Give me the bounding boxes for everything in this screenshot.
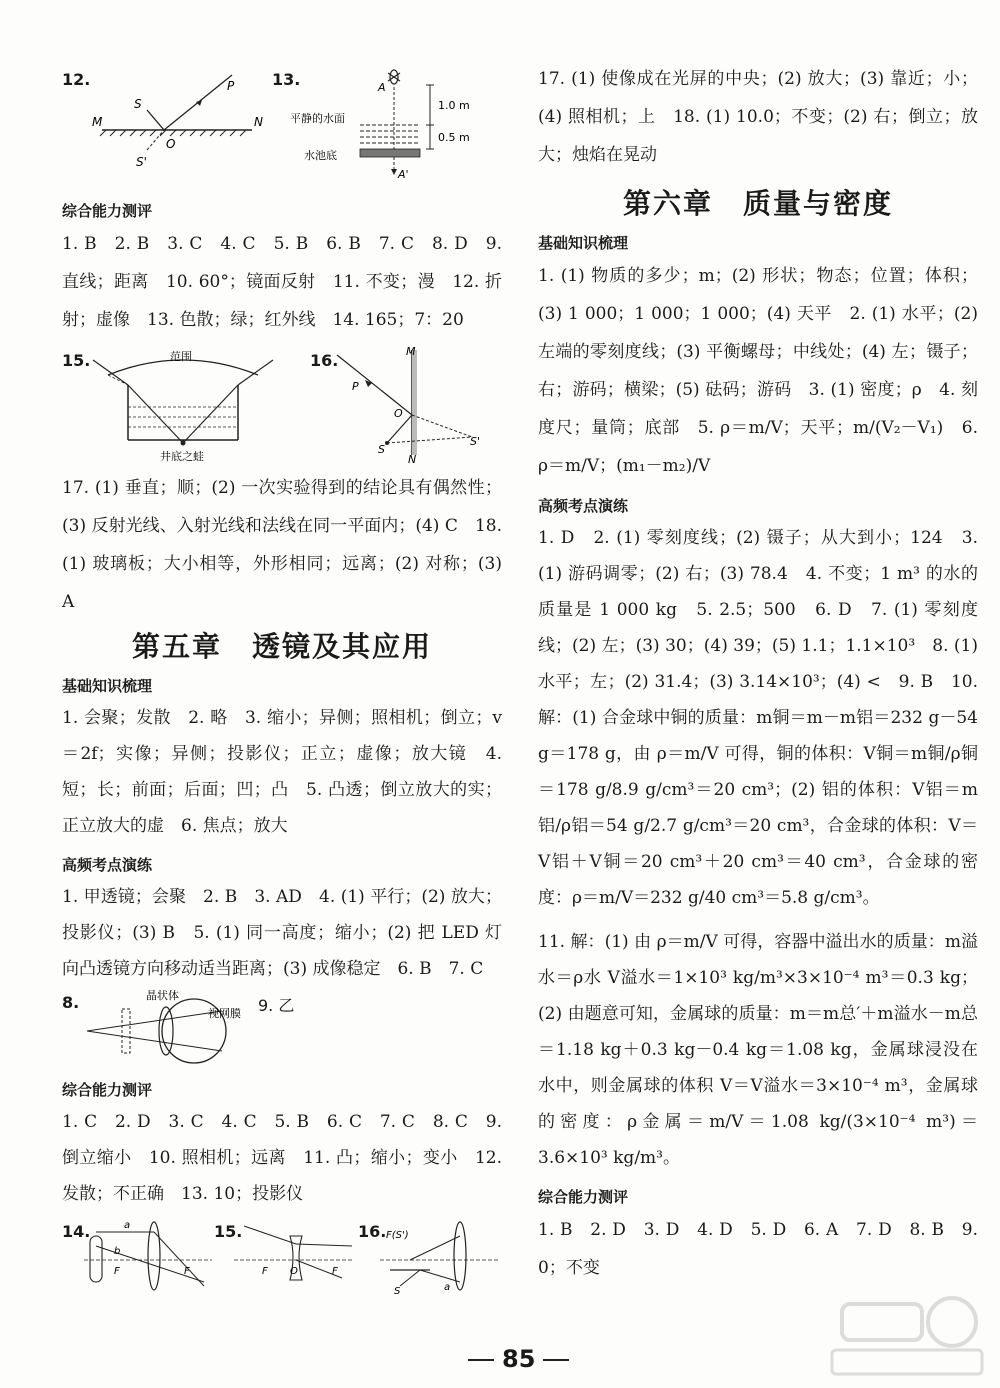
svg-text:F: F <box>262 1266 268 1277</box>
section-heading: 综合能力测评 <box>62 202 153 220</box>
answer-paragraph: 17. (1) 使像成在光屏的中央；(2) 放大；(3) 靠近；小；(4) 照相机；上 18. (1) 10.0；不变；(2) 右；倒立；放大；烛焰在晃动 <box>538 69 978 165</box>
figure-16-label: 16. <box>310 351 339 370</box>
fig8-retina-label: 视网膜 <box>208 1007 241 1020</box>
section-heading: 综合能力测评 <box>538 1188 629 1206</box>
svg-text:S: S <box>378 443 385 456</box>
svg-text:S': S' <box>136 155 147 169</box>
figure-row-8-9 <box>62 987 502 1069</box>
svg-text:S: S <box>394 1286 401 1296</box>
figure-16-lens-mirror-diagram <box>380 1216 502 1296</box>
answer-paragraph: 1. 甲透镜；会聚 2. B 3. AD 4. (1) 平行；(2) 放大；投影仪；(3) B 5. (1) 同一高度；缩小；(2) 把 LED 灯向凸透镜方向移动适当距离；(3) 成像稳定 6. B 7. C <box>62 887 502 979</box>
page-number-value: 85 <box>502 1345 536 1373</box>
figure-row-15-16 <box>62 345 502 465</box>
answer-paragraph: 1. (1) 物质的多少；m；(2) 形状；物态；位置；体积；(3) 1 000；1 000；1 000；(4) 天平 2. (1) 水平；(2) 左端的零刻度线；(3) 平衡螺母；中线处；(4) 左；镊子；右；游码；横梁；(5) 砝码；游码 3. (1) 密度；ρ 4. 刻度尺；量筒；底部 5. ρ＝m/V；天平；m/(V₂－V₁) 6. ρ＝m/V；(m₁－m₂)/V <box>538 266 978 476</box>
left-column <box>62 60 502 1296</box>
watermark-logo <box>822 1292 992 1380</box>
figure-16-mirror-diagram <box>332 345 482 465</box>
svg-text:P: P <box>352 380 359 393</box>
svg-text:S': S' <box>470 435 481 448</box>
answer-paragraph: 1. C 2. D 3. C 4. C 5. B 6. C 7. C 8. C 9. 倒立缩小 10. 照相机；远离 11. 凸；缩小；变小 12. 发散；不正确 13. 10；投影仪 <box>62 1112 502 1204</box>
svg-text:F: F <box>184 1266 190 1277</box>
page-number-dash-right <box>543 1359 569 1361</box>
section-heading: 综合能力测评 <box>62 1081 153 1099</box>
figure-13-water-reflection-diagram <box>290 65 505 185</box>
fig13-point-a-prime: A' <box>398 168 409 181</box>
svg-text:O: O <box>394 407 403 420</box>
svg-text:F: F <box>332 1266 338 1277</box>
fig13-bottom-label: 水池底 <box>304 149 337 162</box>
svg-text:S: S <box>134 97 142 111</box>
fig15-frog-label: 井底之蛙 <box>160 450 204 463</box>
chapter-title: 第五章 透镜及其应用 <box>131 630 432 663</box>
figure-12-label: 12. <box>62 70 91 89</box>
svg-text:F: F <box>114 1266 120 1277</box>
svg-text:M: M <box>406 345 416 358</box>
page-number <box>460 1345 577 1373</box>
figure-row-14-15-16 <box>62 1216 502 1296</box>
answer-paragraph: 1. D 2. (1) 零刻度线；(2) 镊子；从大到小；124 3. (1) 游码调零；(2) 右；(3) 78.4 4. 不变；1 m³ 的水的质量是 1 000 kg 5. 2.5；500 6. D 7. (1) 零刻度线；(2) 左；(3) 30；(4) 39；(5) 1.1；1.1×10³ 8. (1) 水平；左；(2) 31.4；(3) 3.14×10³；(4) < 9. B 10. 解：(1) 合金球中铜的质量：m铜＝m－m铝＝232 g－54 g＝178 g，由 ρ＝m/V 可得，铜的体积：V铜＝m铜/ρ铜＝178 g/8.9 g/cm³＝20 cm³；(2) 铝的体积：V铝＝m铝/ρ铝＝54 g/2.7 g/cm³＝20 cm³，合金球的体积：V＝V铝＋V铜＝20 cm³＋20 cm³＝40 cm³，合金球的密度：ρ＝m/V＝232 g/40 cm³＝5.8 g/cm³。 <box>538 528 978 908</box>
figure-14-convex-lens-diagram <box>84 1216 214 1296</box>
figure-14-label: 14. <box>62 1222 91 1241</box>
figure-row-12-13 <box>62 60 502 190</box>
figure-8-label: 8. <box>62 993 80 1012</box>
section-heading: 高频考点演练 <box>538 497 629 515</box>
svg-text:O: O <box>290 1266 298 1277</box>
figure-12-reflection-diagram <box>92 70 292 180</box>
section-heading: 基础知识梳理 <box>538 234 629 252</box>
figure-9-answer: 9. 乙 <box>258 996 295 1015</box>
figure-8-eye-diagram <box>82 987 252 1069</box>
section-heading: 高频考点演练 <box>62 856 153 874</box>
figure-15-label: 15. <box>62 351 91 370</box>
svg-text:N: N <box>408 453 417 465</box>
svg-text:M: M <box>92 115 103 129</box>
svg-text:a: a <box>444 1282 451 1293</box>
svg-text:N: N <box>254 115 263 129</box>
fig13-point-a: A <box>378 81 386 94</box>
figure-16b-label: 16. <box>358 1222 387 1241</box>
section-heading: 基础知识梳理 <box>62 677 153 695</box>
figure-15-concave-lens-diagram <box>234 1216 354 1296</box>
right-column <box>538 60 978 1287</box>
fig8-crystal-label: 晶状体 <box>146 989 179 1002</box>
answer-paragraph: 1. B 2. D 3. D 4. D 5. D 6. A 7. D 8. B 9. 0；不变 <box>538 1220 978 1278</box>
svg-text:b: b <box>114 1246 121 1257</box>
answer-paragraph: 11. 解：(1) 由 ρ＝m/V 可得，容器中溢出水的质量：m溢水＝ρ水 V溢水＝1×10³ kg/m³×3×10⁻⁴ m³＝0.3 kg；(2) 由题意可知，金属球的质量：m＝m总′＋m溢水－m总＝1.18 kg＋0.3 kg－0.4 kg＝1.08 kg，金属球浸没在水中，则金属球的体积 V＝V溢水＝3×10⁻⁴ m³，金属球的密度：ρ金属＝m/V＝1.08 kg/(3×10⁻⁴ m³)＝3.6×10³ kg/m³。 <box>538 932 978 1168</box>
fig13-height-1: 1.0 m <box>438 99 470 112</box>
svg-text:O: O <box>166 137 176 151</box>
fig15-range-label: 范围 <box>170 350 192 363</box>
figure-13-label: 13. <box>272 70 301 89</box>
answer-paragraph: 1. B 2. B 3. C 4. C 5. B 6. B 7. C 8. D 9. 直线；距离 10. 60°；镜面反射 11. 不变；漫 12. 折射；虚像 13. 色散；绿；红外线 14. 165；7：20 <box>62 234 502 330</box>
page-number-dash-left <box>468 1359 494 1361</box>
figure-15b-label: 15. <box>214 1222 243 1241</box>
answer-paragraph: 1. 会聚；发散 2. 略 3. 缩小；异侧；照相机；倒立；v＝2f；实像；异侧；投影仪；正立；虚像；放大镜 4. 短；长；前面；后面；凹；凸 5. 凸透；倒立放大的实；正立放大的虚 6. 焦点；放大 <box>62 708 502 836</box>
chapter-title: 第六章 质量与密度 <box>622 187 893 220</box>
fig13-height-2: 0.5 m <box>438 131 470 144</box>
figure-15-well-frog-diagram <box>88 345 278 465</box>
svg-text:a: a <box>124 1220 131 1231</box>
fig13-surface-label: 平静的水面 <box>290 112 345 125</box>
svg-text:P: P <box>227 79 235 93</box>
svg-text:F(S'): F(S') <box>386 1230 409 1241</box>
answer-paragraph: 17. (1) 垂直；顺；(2) 一次实验得到的结论具有偶然性；(3) 反射光线、入射光线和法线在同一平面内；(4) C 18. (1) 玻璃板；大小相等，外形相同；远离；(2) 对称；(3) A <box>62 478 502 612</box>
